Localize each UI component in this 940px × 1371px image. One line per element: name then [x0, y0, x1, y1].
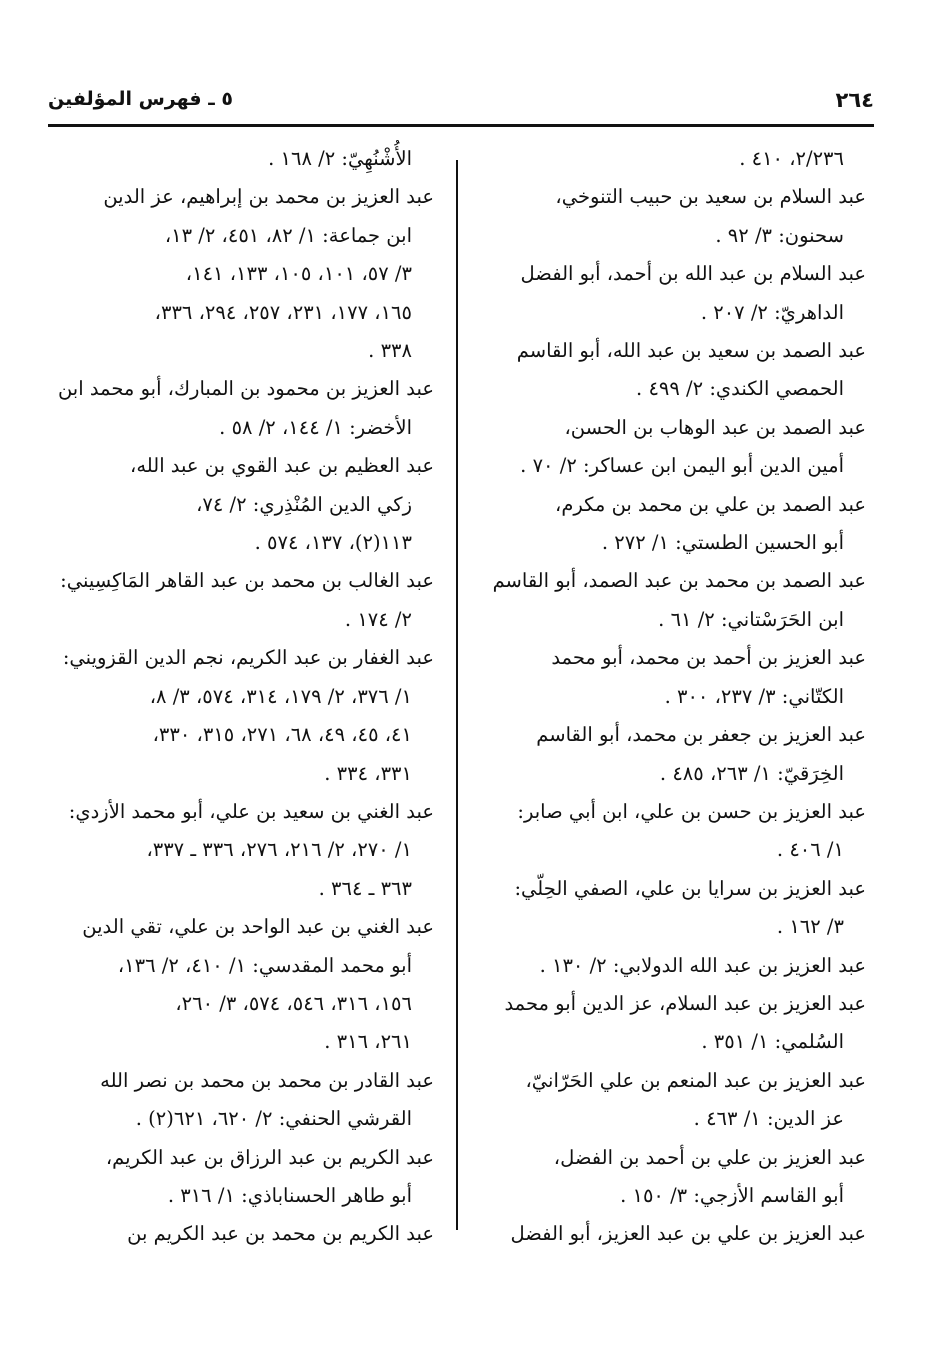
- entry-line-head: عبد الكريم بن محمد بن عبد الكريم بن: [127, 1222, 434, 1246]
- index-entry: [488, 1215, 866, 1253]
- index-entry: [54, 1139, 434, 1216]
- index-entry: [488, 793, 866, 870]
- entry-line: ١/ ٢٧٠، ٢/ ٢١٦، ٢٧٦، ٣٣٦ ـ ٣٣٧،: [146, 838, 412, 862]
- index-entry: [54, 370, 434, 447]
- entry-line: ٤١، ٤٥، ٤٩، ٦٨، ٢٧١، ٣١٥، ٣٣٠،: [152, 723, 412, 747]
- index-entry: [488, 409, 866, 486]
- index-entry: [488, 639, 866, 716]
- entry-line: الداهريّ: ٢/ ٢٠٧ .: [700, 300, 844, 324]
- entry-line-head: عبد الغني بن سعيد بن علي، أبو محمد الأزدي:: [68, 799, 434, 823]
- entry-line: أبو القاسم الأزجي: ٣/ ١٥٠ .: [620, 1183, 844, 1207]
- entry-line: ٣/ ١٦٢ .: [776, 915, 844, 939]
- index-entry: [54, 178, 434, 370]
- entry-line: ١٥٦، ٣١٦، ٥٤٦، ٥٧٤، ٣/ ٢٦٠،: [175, 991, 412, 1015]
- entry-line: القرشي الحنفي: ٢/ ٦٢٠، ٦٢١(٢) .: [135, 1107, 412, 1131]
- entry-line-head: الأُشْنُهِيّ: ٢/ ١٦٨ .: [268, 147, 412, 170]
- entry-line: ٣٣١، ٣٣٤ .: [324, 761, 412, 785]
- index-entry: [54, 447, 434, 562]
- entry-line-head: عبد العزيز بن عبد السلام، عز الدين أبو محمد: [504, 991, 866, 1015]
- entry-line: الكتّاني: ٣/ ٢٣٧، ٣٠٠ .: [664, 684, 844, 708]
- entry-line: أمين الدين أبو اليمن ابن عساكر: ٢/ ٧٠ .: [520, 454, 844, 478]
- index-entry: [54, 1062, 434, 1139]
- running-head: ٥ ـ فهرس المؤلفين: [48, 88, 233, 110]
- entry-line-head: عبد العزيز بن جعفر بن محمد، أبو القاسم: [536, 723, 866, 747]
- entry-line: ابن جماعة: ١/ ٨٢، ٤٥١، ٢/ ١٣،: [164, 223, 412, 247]
- left-column: [54, 140, 434, 1254]
- index-entry: [54, 908, 434, 1062]
- entry-line: أبو محمد المقدسي: ١/ ٤١٠، ٢/ ١٣٦،: [117, 953, 412, 977]
- entry-line-head: عبد العزيز بن علي بن عبد العزيز، أبو الفضل: [510, 1222, 866, 1246]
- index-entry: [488, 947, 866, 985]
- entry-line: عز الدين: ١/ ٤٦٣ .: [693, 1107, 844, 1131]
- entry-line-head: عبد السلام بن سعيد بن حبيب التنوخي،: [555, 185, 866, 209]
- index-entry-continued: [54, 140, 434, 178]
- entry-line-head: عبد العزيز بن سرايا بن علي، الصفي الحِلّي:: [514, 876, 866, 900]
- column-divider: [456, 160, 458, 1230]
- index-entry: [488, 178, 866, 255]
- entry-line-head: عبد الصمد بن محمد بن عبد الصمد، أبو القاسم: [492, 569, 866, 593]
- entry-line-head: عبد الغني بن عبد الواحد بن علي، تقي الدين: [82, 915, 434, 939]
- entry-line: ٢/ ١٧٤ .: [344, 607, 412, 631]
- entry-line: الأخضر: ١/ ١٤٤، ٢/ ٥٨ .: [219, 415, 412, 439]
- index-entry: [488, 1062, 866, 1139]
- index-entry: [54, 793, 434, 908]
- entry-line: ابن الحَرَسْتاني: ٢/ ٦١ .: [658, 607, 844, 631]
- entry-line: الخِرَقيّ: ١/ ٢٦٣، ٤٨٥ .: [659, 761, 844, 785]
- entry-line: ٣٦٣ ـ ٣٦٤ .: [318, 876, 412, 900]
- entry-line-head: عبد العزيز بن محمود بن المبارك، أبو محمد ابن: [57, 377, 434, 401]
- entry-line: ١/ ٣٧٦، ٢/ ١٧٩، ٣١٤، ٥٧٤، ٣/ ٨،: [149, 684, 412, 708]
- entry-line-head: عبد الغالب بن محمد بن عبد القاهر المَاكِسِيني:: [60, 569, 434, 593]
- index-entry: [488, 1139, 866, 1216]
- index-entry: [488, 870, 866, 947]
- index-entry: [54, 639, 434, 793]
- entry-line-head: عبد القادر بن محمد بن محمد بن نصر الله: [100, 1068, 434, 1092]
- entry-line: ١١٣(٢)، ١٣٧، ٥٧٤ .: [254, 531, 412, 555]
- index-entry: [488, 332, 866, 409]
- entry-line: ٣٣٨ .: [368, 339, 412, 363]
- entry-line: سحنون: ٣/ ٩٢ .: [715, 223, 844, 247]
- entry-line: أبو طاهر الحسناباذي: ١/ ٣١٦ .: [167, 1183, 412, 1207]
- index-entry: [488, 486, 866, 563]
- entry-line: الحمصي الكندي: ٢/ ٤٩٩ .: [636, 377, 844, 401]
- page-number: ٢٦٤: [835, 88, 874, 112]
- entry-line-head: عبد الغفار بن عبد الكريم، نجم الدين القزويني:: [62, 646, 434, 670]
- index-entry: [488, 562, 866, 639]
- entry-line-head: عبد السلام بن عبد الله بن أحمد، أبو الفضل: [520, 262, 866, 286]
- entry-line: زكي الدين المُنْذِري: ٢/ ٧٤،: [196, 492, 412, 516]
- entry-line: ١/ ٤٠٦ .: [776, 838, 844, 862]
- index-entry: [488, 985, 866, 1062]
- entry-line-head: عبد العزيز بن أحمد بن محمد، أبو محمد: [551, 646, 866, 670]
- index-entry: [54, 562, 434, 639]
- entry-line-head: عبد العزيز بن علي بن أحمد بن الفضل،: [553, 1145, 866, 1169]
- entry-line-head: عبد الصمد بن علي بن محمد بن مكرم،: [555, 492, 866, 516]
- entry-line-head: عبد الصمد بن عبد الوهاب بن الحسن،: [564, 415, 866, 439]
- entry-line-head: عبد العزيز بن حسن بن علي، ابن أبي صابر:: [517, 799, 866, 823]
- entry-line-head: عبد العزيز بن عبد المنعم بن علي الحَرّانيّ،: [525, 1068, 866, 1092]
- header-rule: [48, 124, 874, 127]
- entry-line: أبو الحسين الطستي: ١/ ٢٧٢ .: [601, 531, 844, 555]
- entry-line: ٣/ ٥٧، ١٠١، ١٠٥، ١٣٣، ١٤١،: [185, 262, 412, 286]
- index-entry: [488, 255, 866, 332]
- index-entry-continued: [488, 140, 866, 178]
- entry-line-head: عبد الصمد بن سعيد بن عبد الله، أبو القاسم: [516, 339, 866, 363]
- entry-line: السُلمي: ١/ ٣٥١ .: [701, 1030, 844, 1054]
- index-entry: [488, 716, 866, 793]
- entry-line-head: عبد العزيز بن عبد الله الدولابي: ٢/ ١٣٠ .: [539, 953, 866, 977]
- entry-line: ٢٦١، ٣١٦ .: [324, 1030, 412, 1054]
- index-entry: [54, 1215, 434, 1253]
- entry-line-head: عبد الكريم بن عبد الرزاق بن عبد الكريم،: [105, 1145, 434, 1169]
- page-header: [48, 82, 874, 122]
- entry-line-head: عبد العزيز بن محمد بن إبراهيم، عز الدين: [103, 185, 434, 209]
- right-column: [488, 140, 866, 1254]
- entry-line-head: عبد العظيم بن عبد القوي بن عبد الله،: [130, 454, 434, 478]
- entry-line-head: ٢/٢٣٦، ٤١٠ .: [739, 147, 844, 170]
- entry-line: ١٦٥، ١٧٧، ٢٣١، ٢٥٧، ٢٩٤، ٣٣٦،: [154, 300, 412, 324]
